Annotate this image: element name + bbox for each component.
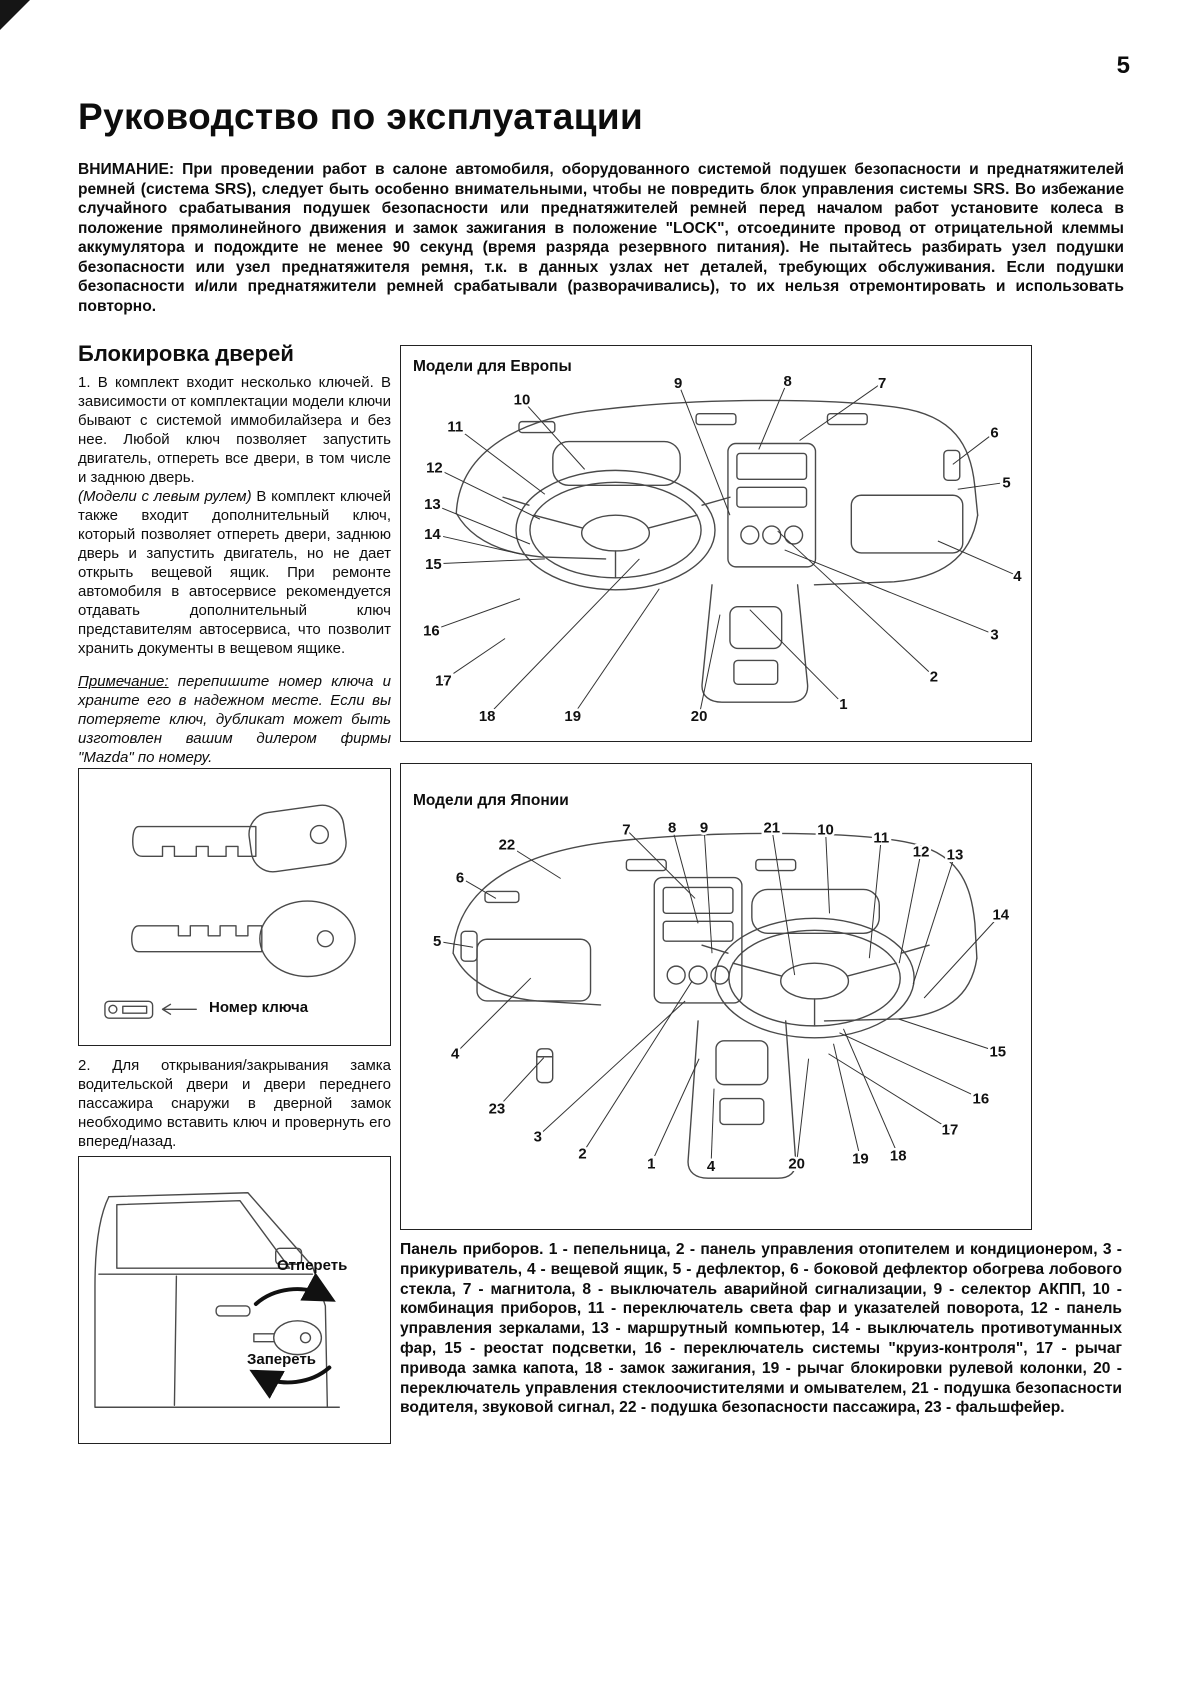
japan-dashboard-illustration: [401, 764, 1031, 1229]
callout-number: 17: [941, 1121, 959, 1139]
callout-number: 14: [424, 526, 441, 544]
callout-number: 4: [1013, 567, 1022, 585]
key-in-lock-icon: [274, 1321, 322, 1355]
paragraph-keys: 1. В комплект входит несколько ключей. В зависимости от комплектации модели ключи бывают с системой иммобилайзера и без нее. Любой ключ позволяет запустить двигатель, отпереть все двери, в том числе и заднюю дверь.: [78, 374, 391, 487]
callout-number: 13: [946, 846, 964, 864]
car-body-line: [95, 1197, 339, 1408]
callout-number: 6: [455, 869, 465, 887]
page-number: 5: [1116, 52, 1130, 79]
callout-leader-line: [432, 504, 530, 544]
callout-number: 15: [425, 555, 442, 573]
callout-leader-line: [432, 534, 520, 554]
callout-leader-line: [583, 981, 693, 1153]
key-number-label: Номер ключа: [209, 999, 309, 1016]
key-figure: [78, 768, 391, 1046]
key-blade-icon: [254, 1334, 274, 1342]
callout-leader-line: [626, 830, 695, 899]
callout-leader-line: [800, 383, 883, 441]
callout-number: 19: [852, 1150, 869, 1168]
callout-number: 5: [433, 933, 442, 951]
diagram-title-japan: Модели для Японии: [413, 792, 569, 809]
callout-leader-line: [672, 828, 698, 924]
lock-label: Запереть: [247, 1351, 317, 1368]
callout-number: 17: [435, 672, 452, 690]
callout-number: 16: [423, 622, 440, 640]
callout-leader-line: [460, 878, 496, 899]
callout-leader-line: [678, 383, 730, 515]
callout-number: 23: [488, 1100, 506, 1118]
callout-leader-line: [899, 852, 921, 964]
callout-number: 5: [1002, 474, 1011, 492]
callout-leader-line: [433, 559, 544, 564]
callout-number: 4: [706, 1158, 716, 1176]
callout-number: 20: [690, 708, 708, 726]
callout-leader-line: [431, 599, 520, 631]
section-title-door-locking: Блокировка дверей: [78, 341, 294, 366]
arrow-left-icon: [163, 1004, 197, 1014]
callout-number: 6: [990, 424, 999, 442]
callout-leader-line: [759, 381, 788, 450]
lock-arrow-icon: [260, 1368, 330, 1383]
callout-leader-line: [437, 941, 473, 947]
key-number-plate-slot-icon: [123, 1006, 147, 1013]
callout-number: 20: [788, 1155, 805, 1173]
callout-number: 1: [647, 1155, 656, 1173]
callout-number: 2: [578, 1145, 587, 1163]
callout-number: 12: [426, 459, 443, 477]
key-hole-icon: [310, 826, 328, 844]
callout-leader-line: [869, 838, 881, 958]
callout-leader-line: [443, 639, 505, 681]
callout-number: 9: [699, 819, 709, 837]
callout-leader-line: [826, 830, 830, 914]
key-head-icon: [246, 802, 349, 874]
key-number-plate-hole-icon: [109, 1005, 117, 1013]
note-label: Примечание:: [78, 673, 169, 690]
callout-leader-line: [699, 615, 720, 716]
callout-number: 11: [447, 418, 464, 436]
callout-number: 22: [498, 836, 516, 854]
callout-leader-line: [839, 1033, 980, 1099]
callout-leader-line: [833, 1044, 860, 1159]
callout-number: 8: [783, 372, 792, 390]
callout-number: 2: [929, 668, 939, 686]
key-head-icon: [260, 901, 355, 976]
callout-number: 1: [839, 696, 848, 714]
callout-number: 8: [668, 819, 677, 837]
callout-leader-line: [913, 855, 955, 984]
callout-number: 3: [533, 1128, 542, 1146]
car-front-line: [312, 1266, 327, 1407]
callout-number: 14: [992, 906, 1010, 924]
callout-leader-line: [538, 1001, 685, 1136]
callout-leader-line: [953, 433, 995, 465]
callout-leader-line: [750, 610, 844, 705]
door-lock-figure: [78, 1156, 391, 1444]
callout-number: 18: [478, 708, 496, 726]
callout-number: 13: [424, 496, 441, 514]
key-blade-icon: [132, 926, 262, 952]
paragraph-lhd-lead: (Модели с левым рулем): [78, 488, 252, 505]
callout-number: 12: [912, 843, 930, 861]
dashboard-diagram-japan: [400, 763, 1032, 1230]
callout-number: 15: [989, 1043, 1007, 1061]
diagram-title-europe: Модели для Европы: [413, 358, 572, 375]
key-number-plate-icon: [105, 1001, 153, 1018]
unlock-arrow-icon: [256, 1289, 326, 1304]
callout-leader-line: [829, 1054, 950, 1130]
callout-number: 3: [990, 626, 999, 644]
scan-artifact: [0, 0, 30, 30]
callout-leader-line: [704, 828, 712, 953]
callout-number: 4: [450, 1045, 460, 1063]
key-hole-icon: [301, 1333, 311, 1343]
callout-leader-line: [711, 1089, 714, 1167]
callout-number: 19: [564, 708, 582, 726]
europe-dashboard-illustration: [401, 346, 1031, 741]
callout-number: 11: [873, 829, 890, 847]
callout-number: 10: [513, 391, 531, 409]
unlock-label: Отпереть: [277, 1257, 348, 1274]
callout-number: 7: [622, 821, 631, 839]
callout-leader-line: [785, 550, 995, 635]
callout-number: 16: [972, 1090, 990, 1108]
callout-leader-line: [573, 589, 660, 716]
key-blade-icon: [133, 827, 256, 857]
callout-leader-line: [455, 978, 531, 1054]
page-title: Руководство по эксплуатации: [78, 96, 644, 137]
note-text: перепишите номер ключа и храните его в надежном месте. Если вы потеряете ключ, дубликат может быть изготовлен вашим дилером фирмы "Mazda" по номеру.: [78, 673, 391, 767]
paragraph-lhd-keys: [78, 487, 391, 658]
callout-number: 10: [817, 821, 834, 839]
key-hole-icon: [317, 931, 333, 947]
srs-warning-paragraph: ВНИМАНИЕ: При проведении работ в салоне автомобиля, оборудованного системой подушек безопасности и преднатяжителей ремней (система SRS), следует быть особенно внимательными, чтобы не повредить блок управления системы SRS. Во избежание случайного срабатывания подушек безопасности или преднатяжителей ремней перед началом работ установите колеса в положение прямолинейного движения и замок зажигания в положение "LOCK", отсоедините провод от отрицательной клеммы аккумулятора и подождите не менее 90 секунд (время разряда резервного питания). Не пытайтесь разбирать узел подушки безопасности или узел преднатяжителя ремня, т.к. в данных узлах нет деталей, требующих обслуживания. Если подушки безопасности и/или преднатяжители ремней срабатывали (разворачивались), то их нельзя отремонтировать и использовать повторно.: [78, 161, 1124, 315]
paragraph-door-lock: 2. Для открывания/закрывания замка водительской двери и двери переднего пассажира снаружи в дверной замок необходимо вставить ключ и провернуть его вперед/назад.: [78, 1057, 391, 1151]
paragraph-lhd-rest: В комплект ключей также входит дополнительный ключ, который позволяет отпереть двери, заднюю дверь и запустить двигатель, но не дает открыть вещевой ящик. При ремонте автомобиля в автосервисе рекомендуется отдавать дополнительный ключ представителям автосервиса, что позволит хранить документы в вещевом ящике.: [78, 488, 391, 658]
callout-number: 18: [889, 1147, 907, 1165]
door-handle-icon: [216, 1306, 250, 1316]
dashboard-diagram-europe: [400, 345, 1032, 742]
callout-leader-line: [924, 914, 1001, 998]
door-illustration: [79, 1157, 390, 1443]
callout-leader-line: [898, 1019, 998, 1052]
callout-leader-line: [487, 559, 639, 716]
callout-leader-line: [772, 828, 795, 975]
callout-leader-line: [797, 1059, 809, 1164]
callout-number: 9: [674, 374, 683, 392]
callout-leader-line: [958, 482, 1007, 489]
callout-leader-line: [938, 541, 1018, 576]
door-seam-line: [174, 1276, 176, 1405]
parts-list-caption: Панель приборов. 1 - пепельница, 2 - панель управления отопителем и кондиционером, 3 - прикуриватель, 4 - вещевой ящик, 5 - дефлектор, 6 - боковой дефлектор обогрева лобового стекла, 7 - магнитола, 8 - выключатель аварийной сигнализации, 9 - селектор АКПП, 10 - комбинация приборов, 11 - переключатель света фар и указателей поворота, 12 - панель управления зеркалами, 13 - маршрутный компьютер, 14 - выключатель противотуманных фар, 15 - реостат подсветки, 16 - переключатель системы "круиз-контроля", 17 - рычаг привода замка капота, 18 - замок зажигания, 19 - рычаг блокировки рулевой колонки, 20 - переключатель управления стеклоочистителями и омывателем, 21 - подушка безопасности водителя, звуковой сигнал, 22 - подушка безопасности пассажира, 23 - фальшфейер.: [400, 1241, 1122, 1417]
callout-number: 21: [763, 819, 781, 837]
note-paragraph: [78, 672, 391, 767]
callout-number: 7: [878, 374, 887, 392]
